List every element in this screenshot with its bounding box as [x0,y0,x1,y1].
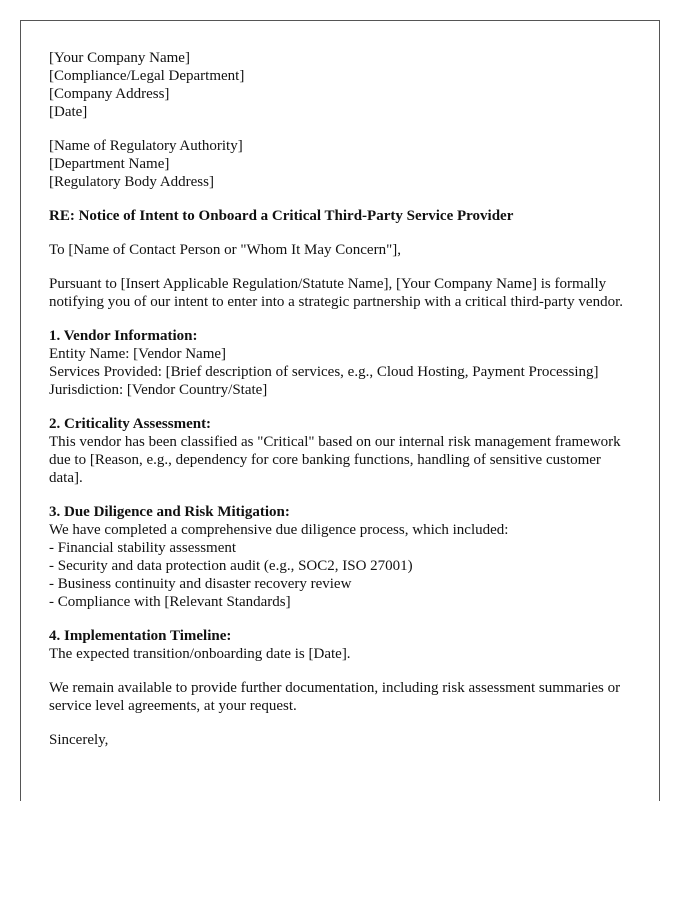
section-vendor-information [49,327,629,399]
due-diligence-item: - Financial stability assessment [49,540,237,556]
section-criticality-assessment [49,415,629,487]
timeline-body: The expected transition/onboarding date is [Date]. [49,646,351,662]
letter-date: [Date] [49,104,88,120]
section-4-heading: 4. Implementation Timeline: [49,628,232,644]
subject-line: RE: Notice of Intent to Onboard a Critical Third-Party Service Provider [49,208,514,224]
vendor-entity-name: Entity Name: [Vendor Name] [49,346,227,362]
due-diligence-item: - Security and data protection audit (e.g., SOC2, ISO 27001) [49,558,413,574]
section-implementation-timeline [49,627,629,663]
sender-address: [Company Address] [49,86,170,102]
recipient-address: [Regulatory Body Address] [49,174,214,190]
sender-company-name: [Your Company Name] [49,50,190,66]
due-diligence-intro: We have completed a comprehensive due diligence process, which included: [49,522,509,538]
intro-paragraph: Pursuant to [Insert Applicable Regulation/Statute Name], [Your Company Name] is formally notifying you of our intent to enter into a strategic partnership with a critical third-party vendor. [49,276,624,310]
section-1-heading: 1. Vendor Information: [49,328,198,344]
recipient-block [49,137,629,191]
section-3-heading: 3. Due Diligence and Risk Mitigation: [49,504,290,520]
closing-paragraph: We remain available to provide further documentation, including risk assessment summaries or service level agreements, at your request. [49,680,621,714]
criticality-body: This vendor has been classified as "Critical" based on our internal risk management framework due to [Reason, e.g., dependency for core banking functions, handling of sensitive customer data]. [49,434,621,486]
letter-content [49,49,629,749]
signoff: Sincerely, [49,732,109,748]
sender-block [49,49,629,121]
letter-page [20,20,660,801]
salutation: To [Name of Contact Person or "Whom It May Concern"], [49,242,401,258]
due-diligence-item: - Compliance with [Relevant Standards] [49,594,291,610]
section-2-heading: 2. Criticality Assessment: [49,416,212,432]
section-due-diligence [49,503,629,611]
vendor-jurisdiction: Jurisdiction: [Vendor Country/State] [49,382,268,398]
vendor-services: Services Provided: [Brief description of services, e.g., Cloud Hosting, Payment Processing] [49,364,599,380]
sender-department: [Compliance/Legal Department] [49,68,245,84]
recipient-department: [Department Name] [49,156,170,172]
due-diligence-item: - Business continuity and disaster recovery review [49,576,352,592]
recipient-authority: [Name of Regulatory Authority] [49,138,243,154]
